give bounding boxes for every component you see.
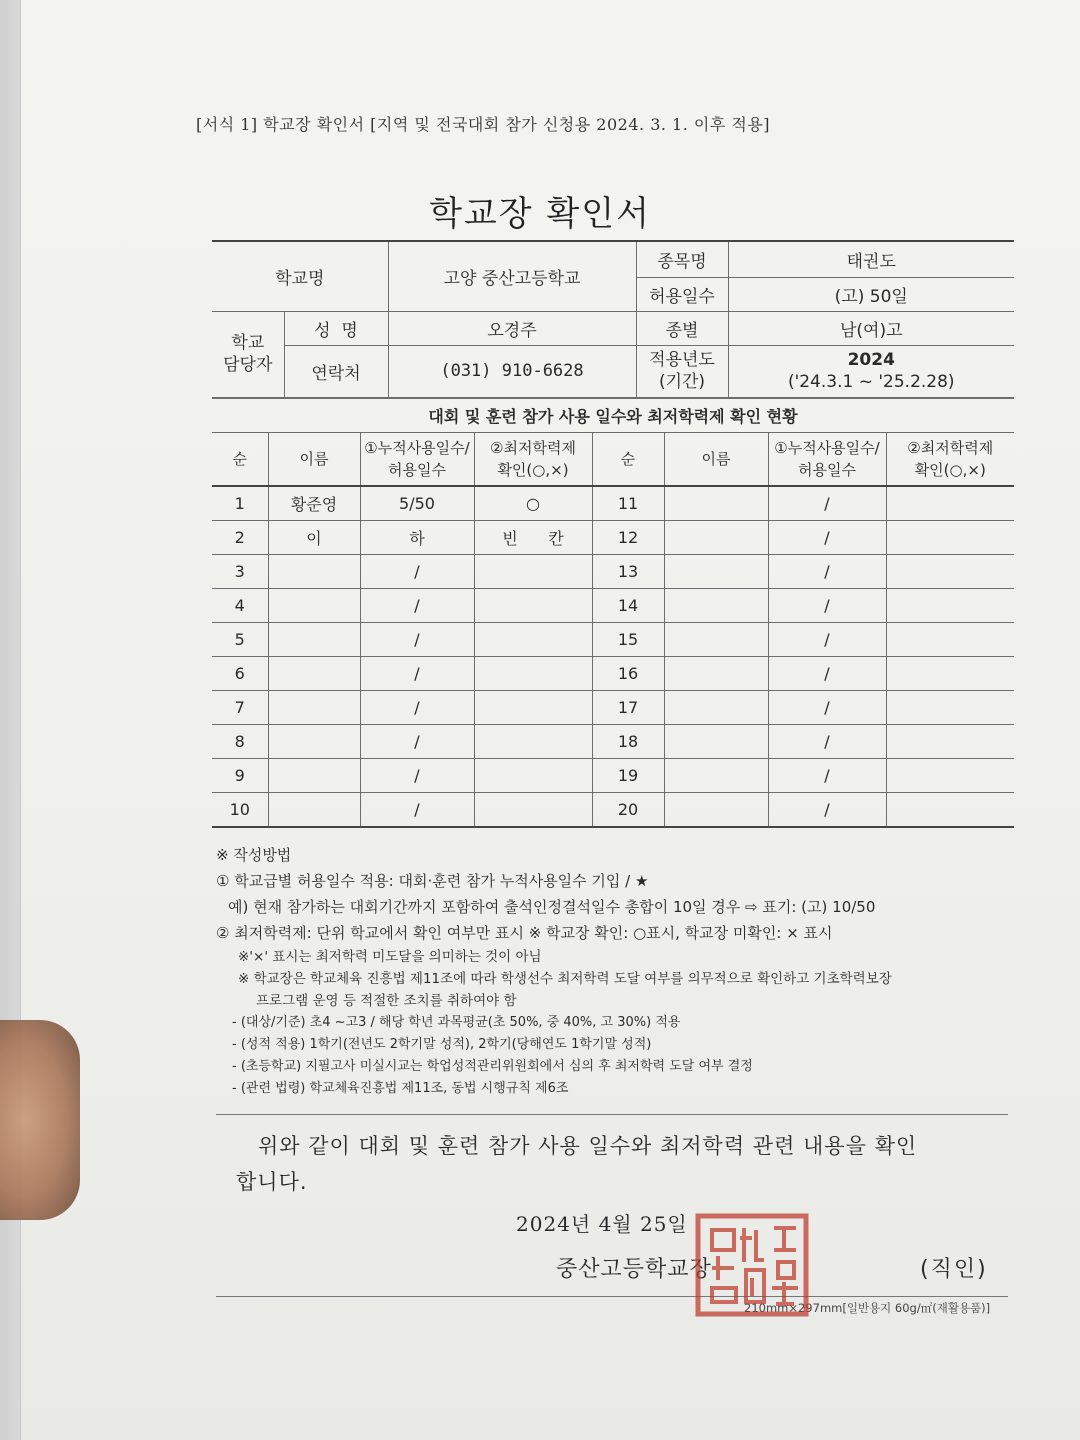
row-no: 8	[212, 725, 268, 759]
row-no: 11	[592, 486, 664, 521]
row-days: 하	[360, 521, 474, 555]
row-days: /	[768, 623, 886, 657]
table-row	[212, 486, 1014, 521]
school-name: 고양 중산고등학교	[388, 241, 636, 311]
page-title: 학교장 확인서	[429, 194, 651, 234]
row-name	[664, 555, 768, 589]
table-row	[212, 657, 1014, 691]
row-check: ○	[474, 486, 592, 521]
principal-title: 중산고등학교장	[556, 1257, 712, 1282]
grid-header-row	[212, 433, 1014, 487]
row-no: 10	[212, 793, 268, 828]
row-days: /	[768, 521, 886, 555]
row-name	[664, 589, 768, 623]
row-check	[474, 759, 592, 793]
note-2-a: ※'×' 표시는 최저학력 미도달을 의미하는 것이 아님	[238, 949, 542, 965]
row-name	[664, 759, 768, 793]
table-row	[212, 793, 1014, 828]
row-no: 6	[212, 657, 268, 691]
row-days: /	[768, 555, 886, 589]
note-dash-3: - (초등학교) 지필고사 미실시교는 학업성적관리위원회에서 심의 후 최저학력 도달 여부 결정	[232, 1059, 753, 1074]
event-label: 종목명	[636, 241, 728, 277]
row-days: /	[768, 759, 886, 793]
row-no: 20	[592, 793, 664, 828]
name-label: 성 명	[284, 311, 388, 345]
row-days: /	[360, 725, 474, 759]
row-name: 황준영	[268, 486, 360, 521]
note-dash-2: - (성적 적용) 1학기(전년도 2학기말 성적), 2학기(당해연도 1학기말 성적)	[232, 1037, 652, 1052]
instructions	[216, 842, 1016, 1100]
type-value: 남(여)고	[728, 311, 1014, 345]
year-value: 2024	[847, 350, 895, 370]
table-row	[212, 521, 1014, 555]
row-name	[664, 691, 768, 725]
table-row	[212, 589, 1014, 623]
row-no: 2	[212, 521, 268, 555]
note-1-example: 예) 현재 참가하는 대회기간까지 포함하여 출석인정결석일수 총합이 10일 경우 ⇨ 표기: (고) 10/50	[228, 898, 876, 916]
allowed-days-label: 허용일수	[636, 277, 728, 311]
row-days: /	[360, 793, 474, 828]
row-check	[886, 725, 1014, 759]
section-title: 대회 및 훈련 참가 사용 일수와 최저학력제 확인 현황	[212, 398, 1014, 435]
row-check	[474, 589, 592, 623]
col-name-header: 이름	[268, 433, 360, 487]
row-name	[268, 555, 360, 589]
row-no: 7	[212, 691, 268, 725]
row-check	[474, 657, 592, 691]
note-2-b: ※ 학교장은 학교체육 진흥법 제11조에 따라 학생선수 최저학력 도달 여부를 의무적으로 확인하고 기초학력보장	[238, 971, 892, 987]
table-row	[212, 759, 1014, 793]
row-days: /	[768, 657, 886, 691]
row-days: /	[360, 691, 474, 725]
type-label: 종별	[636, 311, 728, 345]
row-name	[664, 486, 768, 521]
row-no: 5	[212, 623, 268, 657]
year-cell	[728, 345, 1014, 397]
row-no: 12	[592, 521, 664, 555]
row-name	[268, 725, 360, 759]
row-name	[268, 759, 360, 793]
row-name	[268, 657, 360, 691]
row-no: 16	[592, 657, 664, 691]
table-row	[212, 555, 1014, 589]
row-days: /	[768, 793, 886, 828]
col-days-header: ①누적사용일수/ 허용일수	[360, 433, 474, 487]
participation-table	[212, 432, 1014, 828]
issue-date: 2024년 4월 25일	[516, 1212, 688, 1236]
year-label: 적용년도 (기간)	[636, 345, 728, 397]
row-no: 15	[592, 623, 664, 657]
allowed-days-value: (고) 50일	[728, 277, 1014, 311]
row-days: /	[360, 657, 474, 691]
paper-spec: 210mm×297mm[일반용지 60g/㎡(재활용품)]	[744, 1301, 991, 1315]
note-1: ① 학교급별 허용일수 적용: 대회·훈련 참가 누적사용일수 기입 / ★	[216, 872, 649, 890]
row-check	[886, 691, 1014, 725]
row-check	[886, 555, 1014, 589]
col-check-header: ②최저학력제 확인(○,×)	[474, 433, 592, 487]
row-name	[664, 793, 768, 828]
row-days: 5/50	[360, 486, 474, 521]
row-check	[474, 555, 592, 589]
row-name	[268, 589, 360, 623]
period-value: ('24.3.1 ~ '25.2.28)	[787, 372, 955, 392]
row-days: /	[768, 486, 886, 521]
finger	[0, 1020, 80, 1220]
manager-label: 학교 담당자	[212, 311, 284, 397]
contact-value: (031) 910-6628	[388, 345, 636, 397]
seal-label: (직인)	[920, 1257, 988, 1282]
row-name	[268, 793, 360, 828]
note-dash-4: - (관련 법령) 학교체육진흥법 제11조, 동법 시행규칙 제6조	[232, 1081, 569, 1096]
row-no: 19	[592, 759, 664, 793]
row-no: 9	[212, 759, 268, 793]
row-check	[886, 521, 1014, 555]
row-name	[664, 657, 768, 691]
row-name	[268, 623, 360, 657]
row-days: /	[768, 725, 886, 759]
table-row	[212, 691, 1014, 725]
row-name	[664, 725, 768, 759]
name-value: 오경주	[388, 311, 636, 345]
row-no: 14	[592, 589, 664, 623]
note-dash-1: - (대상/기준) 초4 ~고3 / 해당 학년 과목평균(초 50%, 중 40%, 고 30%) 적용	[232, 1015, 681, 1030]
divider	[216, 1114, 1008, 1115]
row-name: 이	[268, 521, 360, 555]
seal-glyphs	[712, 1228, 798, 1304]
row-no: 4	[212, 589, 268, 623]
official-seal-stamp	[694, 1212, 810, 1318]
row-check: 빈 칸	[474, 521, 592, 555]
row-name	[664, 521, 768, 555]
table-row	[212, 623, 1014, 657]
row-no: 1	[212, 486, 268, 521]
event-value: 태권도	[728, 241, 1014, 277]
col-no-header-2: 순	[592, 433, 664, 487]
row-check	[474, 691, 592, 725]
notes-heading: ※ 작성방법	[216, 846, 292, 864]
row-check	[886, 657, 1014, 691]
note-2: ② 최저학력제: 단위 학교에서 확인 여부만 표시 ※ 학교장 확인: ○표시, 학교장 미확인: × 표시	[216, 924, 833, 942]
row-no: 17	[592, 691, 664, 725]
row-name	[664, 623, 768, 657]
col-check-header-2: ②최저학력제 확인(○,×)	[886, 433, 1014, 487]
row-no: 13	[592, 555, 664, 589]
row-check	[886, 623, 1014, 657]
confirm-line-1: 위와 같이 대회 및 훈련 참가 사용 일수와 최저학력 관련 내용을 확인	[258, 1134, 918, 1158]
row-days: /	[360, 555, 474, 589]
table-row	[212, 725, 1014, 759]
row-check	[886, 759, 1014, 793]
col-name-header-2: 이름	[664, 433, 768, 487]
contact-label: 연락처	[284, 345, 388, 397]
col-days-header-2: ①누적사용일수/ 허용일수	[768, 433, 886, 487]
form-number: [서식 1] 학교장 확인서 [지역 및 전국대회 참가 신청용 2024. 3. 1. 이후 적용]	[196, 115, 771, 134]
info-table	[212, 240, 1014, 435]
col-no-header: 순	[212, 433, 268, 487]
bottom-divider	[216, 1296, 1008, 1297]
row-days: /	[360, 623, 474, 657]
row-days: /	[768, 589, 886, 623]
row-name	[268, 691, 360, 725]
row-days: /	[360, 759, 474, 793]
school-label: 학교명	[212, 241, 388, 311]
confirmation-text	[236, 1128, 1006, 1200]
confirm-line-2: 합니다.	[236, 1170, 308, 1194]
row-check	[474, 793, 592, 828]
note-2-b2: 프로그램 운영 등 적절한 조치를 취하여야 함	[256, 993, 517, 1009]
row-check	[474, 623, 592, 657]
row-days: /	[360, 589, 474, 623]
row-days: /	[768, 691, 886, 725]
row-check	[886, 589, 1014, 623]
row-check	[886, 793, 1014, 828]
row-no: 3	[212, 555, 268, 589]
row-check	[474, 725, 592, 759]
row-no: 18	[592, 725, 664, 759]
row-check	[886, 486, 1014, 521]
